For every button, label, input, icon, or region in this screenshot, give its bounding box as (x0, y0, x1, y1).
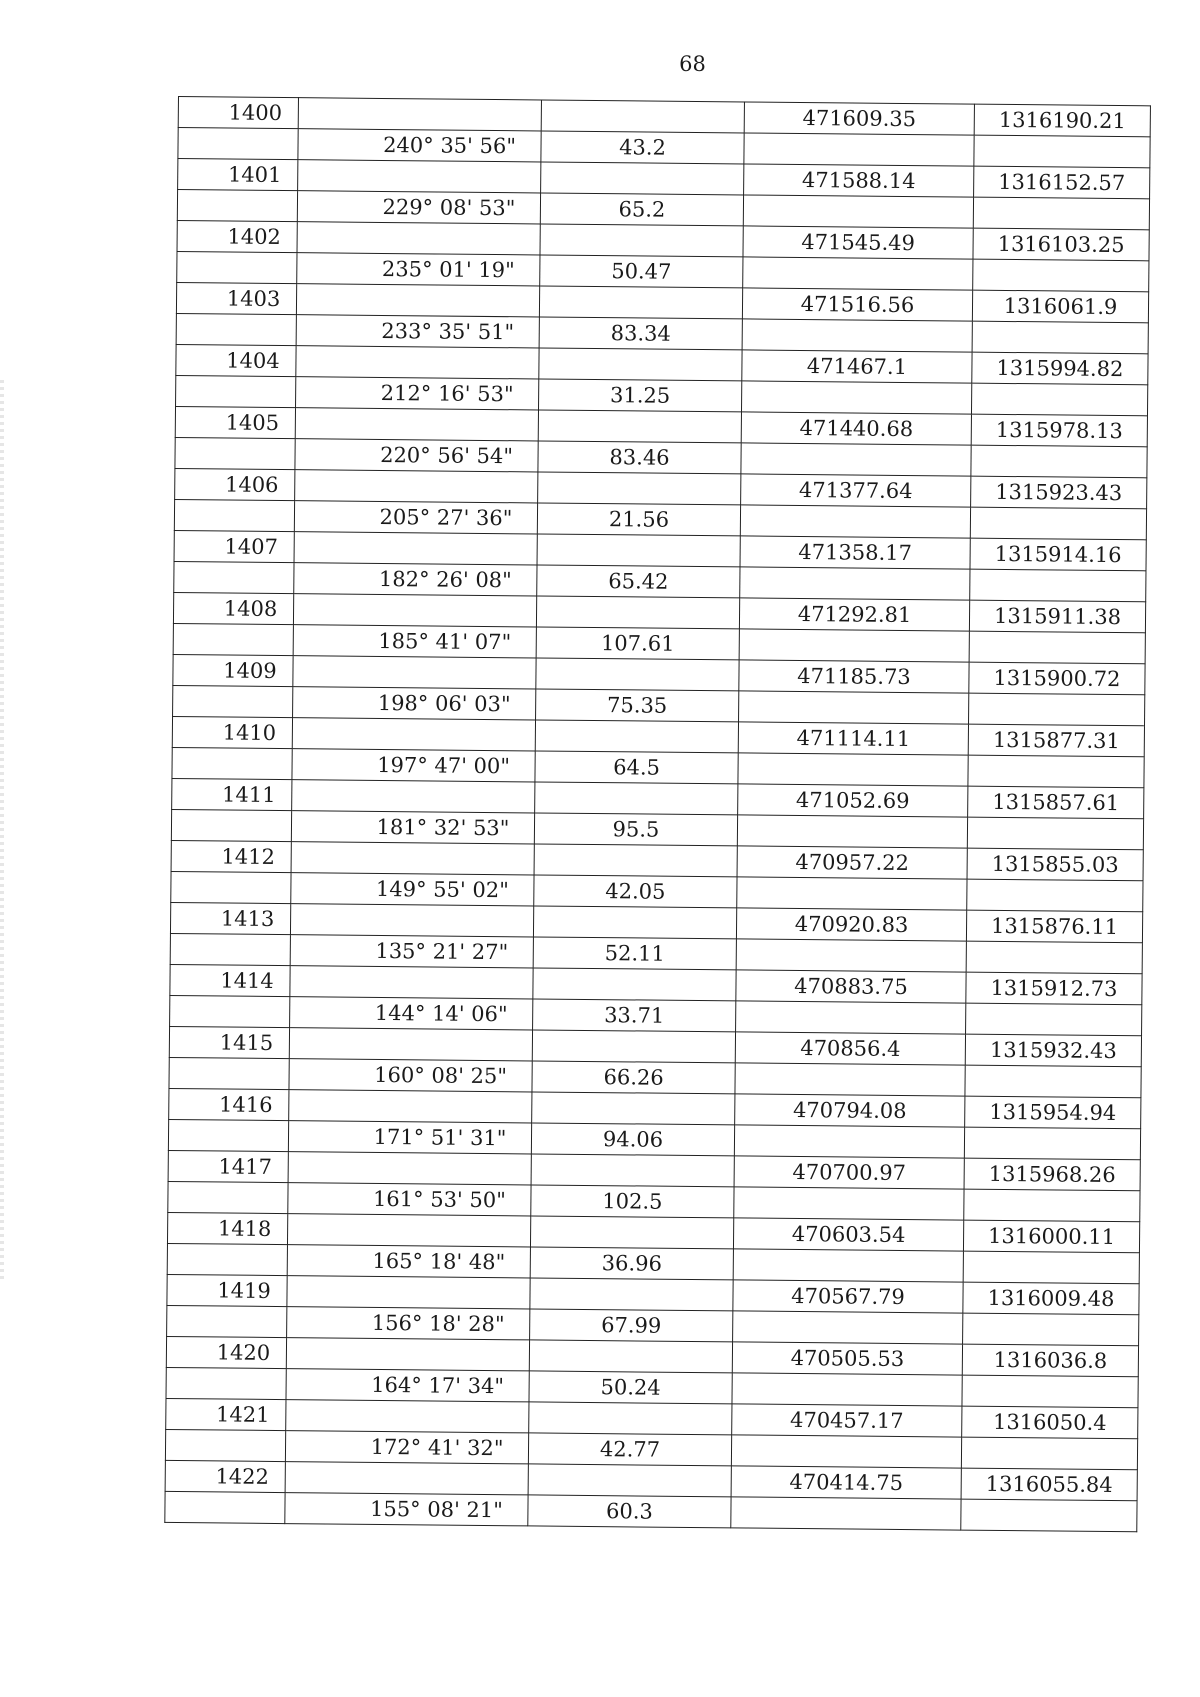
easting-cell: 1315877.31 (968, 724, 1144, 757)
point-id-cell: 1420 (166, 1336, 286, 1368)
distance-cell: 36.96 (530, 1247, 733, 1280)
empty-cell (176, 313, 296, 345)
empty-cell (289, 1028, 532, 1061)
easting-cell: 1316050.4 (962, 1406, 1138, 1439)
point-id-cell: 1403 (176, 282, 296, 314)
distance-cell: 33.71 (533, 999, 736, 1032)
empty-cell (529, 1402, 732, 1435)
empty-cell (290, 904, 533, 937)
point-id-cell: 1406 (175, 468, 295, 500)
distance-cell: 50.24 (529, 1371, 732, 1404)
empty-cell (962, 1375, 1138, 1408)
bearing-cell: 197° 47' 00" (292, 749, 535, 782)
empty-cell (966, 1003, 1142, 1036)
bearing-cell: 160° 08' 25" (289, 1059, 532, 1092)
empty-cell (172, 747, 292, 779)
empty-cell (741, 381, 971, 414)
point-id-cell: 1413 (170, 902, 290, 934)
distance-cell: 66.26 (532, 1061, 735, 1094)
northing-cell: 471377.64 (741, 474, 971, 507)
easting-cell: 1315954.94 (965, 1096, 1141, 1129)
empty-cell (296, 284, 539, 317)
survey-coordinates-table (164, 96, 1151, 1532)
easting-cell: 1315968.26 (964, 1158, 1140, 1191)
point-id-cell: 1407 (174, 530, 294, 562)
table-body (165, 97, 1151, 1532)
empty-cell (298, 98, 541, 131)
empty-cell (740, 505, 970, 538)
empty-cell (287, 1214, 530, 1247)
empty-cell (176, 375, 296, 407)
northing-cell: 470883.75 (736, 970, 966, 1003)
distance-cell: 102.5 (531, 1185, 734, 1218)
empty-cell (286, 1400, 529, 1433)
empty-cell (733, 1311, 963, 1344)
distance-cell: 31.25 (539, 379, 742, 412)
page-number: 68 (679, 52, 706, 76)
empty-cell (168, 1119, 288, 1151)
empty-cell (178, 128, 298, 160)
easting-cell: 1315876.11 (966, 910, 1142, 943)
distance-cell: 75.35 (536, 689, 739, 722)
distance-cell: 94.06 (531, 1123, 734, 1156)
empty-cell (175, 437, 295, 469)
point-id-cell: 1404 (176, 344, 296, 376)
easting-cell: 1316000.11 (963, 1220, 1139, 1253)
empty-cell (736, 1001, 966, 1034)
easting-cell: 1315855.03 (967, 848, 1143, 881)
empty-cell (170, 933, 290, 965)
bearing-cell: 171° 51' 31" (288, 1121, 531, 1154)
northing-cell: 471516.56 (742, 288, 972, 321)
point-id-cell: 1401 (178, 159, 298, 191)
distance-cell: 64.5 (535, 751, 738, 784)
northing-cell: 471545.49 (743, 226, 973, 259)
northing-cell: 471358.17 (740, 536, 970, 569)
northing-cell: 471185.73 (739, 660, 969, 693)
easting-cell: 1315857.61 (968, 786, 1144, 819)
northing-cell: 470920.83 (736, 908, 966, 941)
distance-cell: 83.46 (538, 441, 741, 474)
empty-cell (534, 844, 737, 877)
northing-cell: 471588.14 (744, 164, 974, 197)
empty-cell (298, 160, 541, 193)
empty-cell (734, 1187, 964, 1220)
bearing-cell: 233° 35' 51" (296, 315, 539, 348)
easting-cell: 1315914.16 (970, 538, 1146, 571)
empty-cell (541, 162, 744, 195)
scan-edge-noise (0, 380, 4, 1280)
empty-cell (743, 195, 973, 228)
empty-cell (530, 1216, 733, 1249)
empty-cell (531, 1154, 734, 1187)
empty-cell (529, 1340, 732, 1373)
empty-cell (967, 879, 1143, 912)
empty-cell (536, 658, 739, 691)
point-id-cell: 1411 (172, 778, 292, 810)
point-id-cell: 1412 (171, 840, 291, 872)
bearing-cell: 185° 41' 07" (293, 625, 536, 658)
point-id-cell: 1422 (165, 1460, 285, 1492)
bearing-cell: 165° 18' 48" (287, 1245, 530, 1278)
empty-cell (533, 968, 736, 1001)
easting-cell: 1316009.48 (963, 1282, 1139, 1315)
empty-cell (294, 532, 537, 565)
empty-cell (540, 224, 743, 257)
easting-cell: 1315911.38 (969, 600, 1145, 633)
northing-cell: 471114.11 (738, 722, 968, 755)
empty-cell (538, 410, 741, 443)
northing-cell: 470856.4 (735, 1032, 965, 1065)
bearing-cell: 172° 41' 32" (285, 1431, 528, 1464)
distance-cell: 107.61 (536, 627, 739, 660)
empty-cell (285, 1462, 528, 1495)
distance-cell: 42.05 (534, 875, 737, 908)
empty-cell (731, 1497, 961, 1530)
distance-cell: 95.5 (534, 813, 737, 846)
empty-cell (969, 631, 1145, 664)
empty-cell (292, 718, 535, 751)
bearing-cell: 164° 17' 34" (286, 1369, 529, 1402)
point-id-cell: 1400 (178, 97, 298, 129)
empty-cell (972, 321, 1148, 354)
empty-cell (166, 1367, 286, 1399)
empty-cell (528, 1464, 731, 1497)
empty-cell (737, 815, 967, 848)
empty-cell (734, 1125, 964, 1158)
empty-cell (743, 257, 973, 290)
empty-cell (177, 190, 297, 222)
bearing-cell: 135° 21' 27" (290, 935, 533, 968)
northing-cell: 470505.53 (732, 1342, 962, 1375)
easting-cell: 1315978.13 (971, 414, 1147, 447)
empty-cell (293, 594, 536, 627)
empty-cell (970, 507, 1146, 540)
empty-cell (170, 995, 290, 1027)
bearing-cell: 229° 08' 53" (297, 191, 540, 224)
bearing-cell: 235° 01' 19" (297, 253, 540, 286)
empty-cell (963, 1313, 1139, 1346)
distance-cell: 60.3 (528, 1495, 731, 1528)
empty-cell (973, 197, 1149, 230)
point-id-cell: 1410 (172, 716, 292, 748)
northing-cell: 471609.35 (744, 102, 974, 135)
empty-cell (732, 1373, 962, 1406)
point-id-cell: 1402 (177, 220, 297, 252)
empty-cell (969, 693, 1145, 726)
survey-table-container (164, 96, 1150, 1532)
empty-cell (165, 1429, 285, 1461)
empty-cell (535, 782, 738, 815)
bearing-cell: 155° 08' 21" (285, 1493, 528, 1526)
empty-cell (293, 656, 536, 689)
empty-cell (536, 596, 739, 629)
distance-cell: 83.34 (539, 317, 742, 350)
northing-cell: 471052.69 (738, 784, 968, 817)
northing-cell: 471440.68 (741, 412, 971, 445)
empty-cell (291, 842, 534, 875)
empty-cell (295, 408, 538, 441)
empty-cell (167, 1305, 287, 1337)
northing-cell: 470794.08 (735, 1094, 965, 1127)
empty-cell (532, 1092, 735, 1125)
empty-cell (961, 1499, 1137, 1532)
empty-cell (964, 1189, 1140, 1222)
easting-cell: 1316061.9 (972, 290, 1148, 323)
distance-cell: 67.99 (530, 1309, 733, 1342)
empty-cell (168, 1181, 288, 1213)
empty-cell (963, 1251, 1139, 1284)
point-id-cell: 1405 (175, 406, 295, 438)
empty-cell (738, 753, 968, 786)
distance-cell: 65.42 (537, 565, 740, 598)
empty-cell (174, 561, 294, 593)
easting-cell: 1316190.21 (974, 104, 1150, 137)
distance-cell: 21.56 (537, 503, 740, 536)
empty-cell (968, 755, 1144, 788)
empty-cell (961, 1437, 1137, 1470)
northing-cell: 470567.79 (733, 1280, 963, 1313)
empty-cell (739, 629, 969, 662)
empty-cell (171, 871, 291, 903)
distance-cell: 65.2 (540, 193, 743, 226)
empty-cell (296, 346, 539, 379)
easting-cell: 1315900.72 (969, 662, 1145, 695)
easting-cell: 1316036.8 (962, 1344, 1138, 1377)
point-id-cell: 1415 (169, 1026, 289, 1058)
empty-cell (974, 135, 1150, 168)
empty-cell (173, 623, 293, 655)
point-id-cell: 1408 (173, 592, 293, 624)
empty-cell (736, 939, 966, 972)
bearing-cell: 161° 53' 50" (288, 1183, 531, 1216)
bearing-cell: 220° 56' 54" (295, 439, 538, 472)
easting-cell: 1315994.82 (972, 352, 1148, 385)
empty-cell (165, 1491, 285, 1523)
point-id-cell: 1416 (169, 1088, 289, 1120)
empty-cell (530, 1278, 733, 1311)
northing-cell: 470700.97 (734, 1156, 964, 1189)
northing-cell: 471292.81 (739, 598, 969, 631)
point-id-cell: 1414 (170, 964, 290, 996)
distance-cell: 50.47 (540, 255, 743, 288)
empty-cell (288, 1152, 531, 1185)
empty-cell (966, 941, 1142, 974)
empty-cell (744, 133, 974, 166)
distance-cell: 52.11 (533, 937, 736, 970)
bearing-cell: 212° 16' 53" (296, 377, 539, 410)
empty-cell (177, 251, 297, 283)
empty-cell (292, 780, 535, 813)
empty-cell (173, 685, 293, 717)
empty-cell (971, 445, 1147, 478)
empty-cell (289, 1090, 532, 1123)
empty-cell (541, 100, 744, 133)
empty-cell (731, 1435, 961, 1468)
empty-cell (286, 1338, 529, 1371)
empty-cell (295, 470, 538, 503)
distance-cell: 43.2 (541, 131, 744, 164)
bearing-cell: 198° 06' 03" (293, 687, 536, 720)
empty-cell (970, 569, 1146, 602)
empty-cell (287, 1276, 530, 1309)
empty-cell (539, 286, 742, 319)
empty-cell (973, 259, 1149, 292)
bearing-cell: 205° 27' 36" (294, 501, 537, 534)
bearing-cell: 144° 14' 06" (290, 997, 533, 1030)
empty-cell (290, 966, 533, 999)
empty-cell (538, 472, 741, 505)
easting-cell: 1316152.57 (974, 166, 1150, 199)
empty-cell (965, 1065, 1141, 1098)
empty-cell (964, 1127, 1140, 1160)
empty-cell (171, 809, 291, 841)
easting-cell: 1315932.43 (965, 1034, 1141, 1067)
bearing-cell: 156° 18' 28" (287, 1307, 530, 1340)
empty-cell (742, 319, 972, 352)
empty-cell (739, 691, 969, 724)
point-id-cell: 1417 (168, 1150, 288, 1182)
empty-cell (169, 1057, 289, 1089)
northing-cell: 470457.17 (732, 1404, 962, 1437)
easting-cell: 1315912.73 (966, 972, 1142, 1005)
empty-cell (971, 383, 1147, 416)
empty-cell (537, 534, 740, 567)
bearing-cell: 149° 55' 02" (291, 873, 534, 906)
empty-cell (532, 1030, 735, 1063)
easting-cell: 1316103.25 (973, 228, 1149, 261)
empty-cell (167, 1243, 287, 1275)
easting-cell: 1316055.84 (961, 1468, 1137, 1501)
empty-cell (967, 817, 1143, 850)
point-id-cell: 1418 (167, 1212, 287, 1244)
empty-cell (297, 222, 540, 255)
northing-cell: 470414.75 (731, 1466, 961, 1499)
empty-cell (535, 720, 738, 753)
empty-cell (737, 877, 967, 910)
empty-cell (174, 499, 294, 531)
northing-cell: 471467.1 (742, 350, 972, 383)
empty-cell (533, 906, 736, 939)
empty-cell (735, 1063, 965, 1096)
empty-cell (733, 1249, 963, 1282)
northing-cell: 470603.54 (733, 1218, 963, 1251)
empty-cell (740, 567, 970, 600)
distance-cell: 42.77 (528, 1433, 731, 1466)
point-id-cell: 1421 (166, 1398, 286, 1430)
easting-cell: 1315923.43 (971, 476, 1147, 509)
northing-cell: 470957.22 (737, 846, 967, 879)
empty-cell (741, 443, 971, 476)
bearing-cell: 240° 35' 56" (298, 129, 541, 162)
bearing-cell: 181° 32' 53" (291, 811, 534, 844)
point-id-cell: 1419 (167, 1274, 287, 1306)
point-id-cell: 1409 (173, 654, 293, 686)
empty-cell (539, 348, 742, 381)
bearing-cell: 182° 26' 08" (294, 563, 537, 596)
